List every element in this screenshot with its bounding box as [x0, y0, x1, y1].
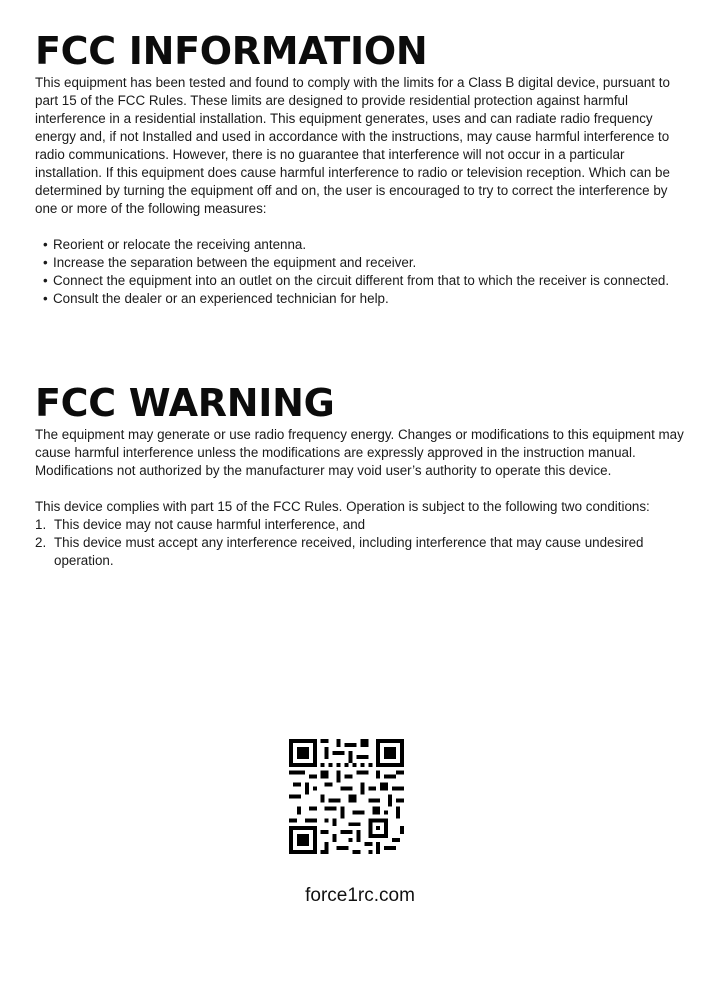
fcc-information-paragraph: This equipment has been tested and found to comply with the limits for a Class B digital device, pursuant to part 15 of the FCC Rules. These limits are designed to provide residential protection against harmful interference in a residential installation. This equipment generates, uses and can radiate radio frequency energy and, if not Installed and used in accordance with the instructions, may cause harmful interference to radio communications. However, there is no guarantee that interference will not occur in a particular installation. If this equipment does cause harmful interference to radio or television reception. Which can be determined by turning the equipment off and on, the user is encouraged to try to correct the interference by one or more of the following measures: — [35, 75, 670, 216]
fcc-information-section — [35, 28, 687, 308]
condition-number: 2. — [35, 535, 47, 550]
website-link[interactable]: force1rc.com — [305, 885, 415, 906]
conditions-list — [35, 516, 687, 570]
qr-code-icon[interactable] — [289, 739, 404, 854]
condition-item — [35, 534, 687, 570]
condition-text: This device must accept any interference received, including interference that may cause undesired operation. — [54, 535, 644, 568]
measures-list — [35, 236, 687, 308]
fcc-warning-paragraph: The equipment may generate or use radio frequency energy. Changes or modifications to this equipment may cause harmful interference unless the modifications are expressly approved in the instruction manual. Modifications not authorized by the manufacturer may void user’s authority to operate this device. — [35, 427, 684, 478]
condition-number: 1. — [35, 517, 47, 532]
measure-item: • Increase the separation between the equipment and receiver. — [43, 254, 687, 272]
measure-item: • Connect the equipment into an outlet on the circuit different from that to which the receiver is connected. — [43, 272, 687, 290]
fcc-warning-section — [35, 380, 687, 570]
fcc-information-title: FCC INFORMATION — [35, 29, 428, 73]
compliance-paragraph: This device complies with part 15 of the FCC Rules. Operation is subject to the following two conditions: — [35, 499, 650, 514]
measure-item: • Consult the dealer or an experienced technician for help. — [43, 290, 687, 308]
condition-text: This device may not cause harmful interference, and — [54, 517, 366, 532]
fcc-warning-title: FCC WARNING — [35, 381, 335, 425]
condition-item — [35, 516, 687, 534]
measure-item: • Reorient or relocate the receiving antenna. — [43, 236, 687, 254]
